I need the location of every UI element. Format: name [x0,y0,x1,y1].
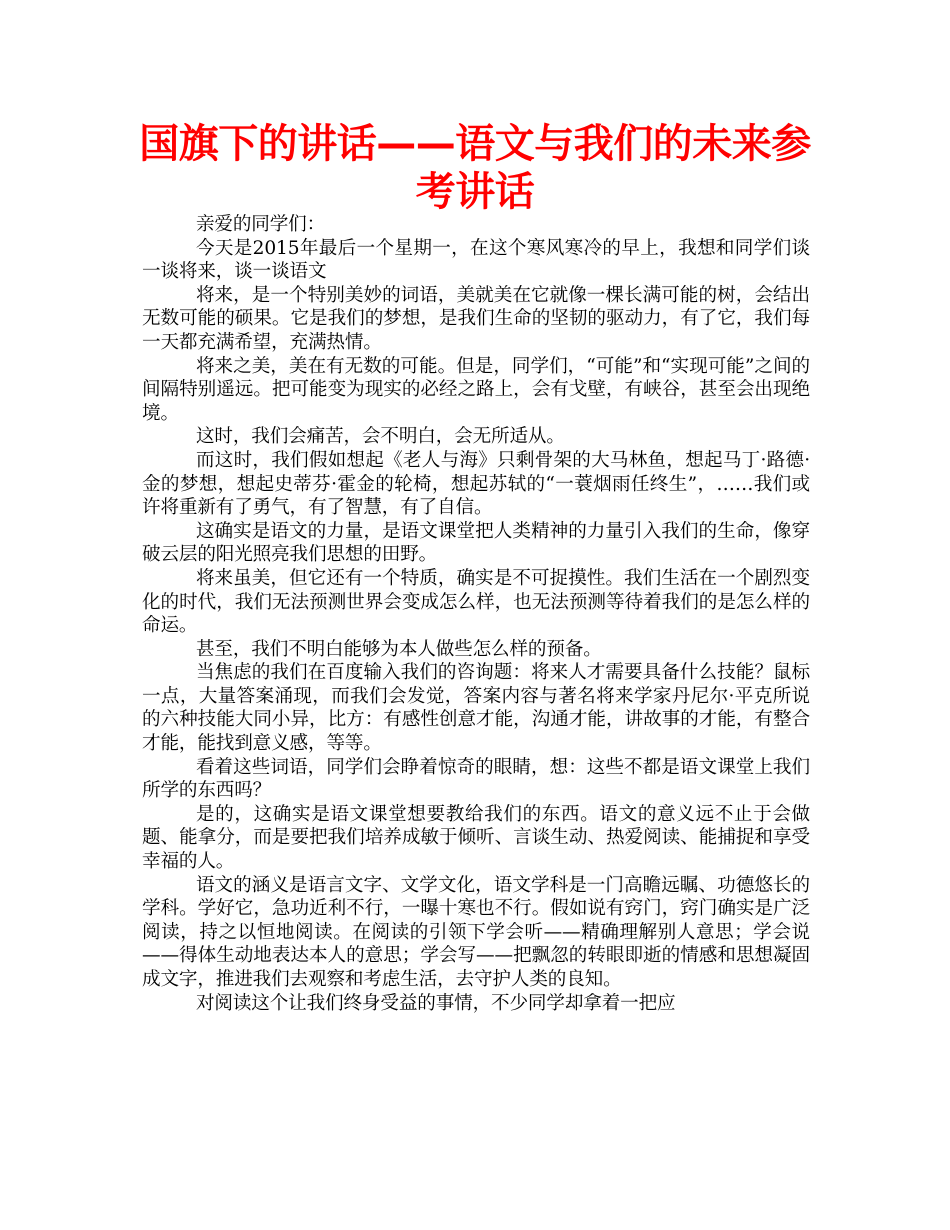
paragraph: 将来之美，美在有无数的可能。但是，同学们，“可能”和“实现可能”之间的间隔特别遥远。把可能变为现实的必经之路上，会有戈壁，有峡谷，甚至会出现绝境。 [142,355,810,424]
paragraph: 当焦虑的我们在百度输入我们的咨询题：将来人才需要具备什么技能？鼠标一点，大量答案涌现，而我们会发觉，答案内容与著名将来学家丹尼尔·平克所说的六种技能大同小异，比方：有感性创意才能，沟通才能，讲故事的才能，有整合才能，能找到意义感，等等。 [142,662,810,755]
paragraph: 甚至，我们不明白能够为本人做些怎么样的预备。 [195,638,602,660]
paragraph: 将来虽美，但它还有一个特质，确实是不可捉摸性。我们生活在一个剧烈变化的时代，我们无法预测世界会变成怎么样，也无法预测等待着我们的是怎么样的命运。 [142,567,810,637]
paragraph-greeting: 亲爱的同学们： [195,214,326,235]
paragraph: 对阅读这个让我们终身受益的事情，不少同学却拿着一把应 [195,992,676,1014]
paragraph: 这时，我们会痛苦，会不明白，会无所适从。 [195,426,565,448]
paragraph: 看着这些词语，同学们会睁着惊奇的眼睛，想：这些不都是语文课堂上我们所学的东西吗？ [142,756,810,802]
paragraph: 今天是2015年最后一个星期一，在这个寒风寒冷的早上，我想和同学们谈一谈将来，谈一谈语文 [142,237,810,283]
paragraph: 而这时，我们假如想起《老人与海》只剩骨架的大马林鱼，想起马丁·路德·金的梦想，想起史蒂芬·霍金的轮椅，想起苏轼的“一蓑烟雨任终生”，……我们或许将重新有了勇气，有了智慧，有了自信。 [142,449,810,519]
document-body [142,213,810,1015]
paragraph: 将来，是一个特别美妙的词语，美就美在它就像一棵长满可能的树，会结出无数可能的硕果。它是我们的梦想，是我们生命的坚韧的驱动力，有了它，我们每一天都充满希望，充满热情。 [142,284,810,353]
paragraph: 是的，这确实是语文课堂想要教给我们的东西。语文的意义远不止于会做题、能拿分，而是要把我们培养成敏于倾听、言谈生动、热爱阅读、能捕捉和享受幸福的人。 [142,803,810,873]
paragraph: 这确实是语文的力量，是语文课堂把人类精神的力量引入我们的生命，像穿破云层的阳光照亮我们思想的田野。 [142,520,810,566]
paragraph: 语文的涵义是语言文字、文学文化，语文学科是一门高瞻远瞩、功德悠长的学科。学好它，急功近利不行，一曝十寒也不行。假如说有窍门，窍门确实是广泛阅读，持之以恒地阅读。在阅读的引领下学会听——精确理解别人意思；学会说——得体生动地表达本人的意思；学会写——把飘忽的转眼即逝的情感和思想凝固成文字，推进我们去观察和考虑生活，去守护人类的良知。 [142,874,810,990]
document-title: 国旗下的讲话——语文与我们的未来参考讲话 [139,121,811,215]
